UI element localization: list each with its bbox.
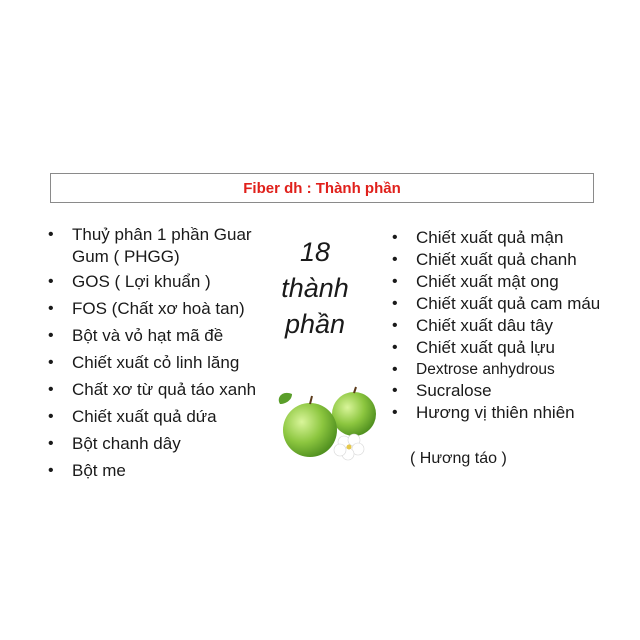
list-item: • Chiết xuất quả dứa [48,406,278,428]
green-apples-image [272,384,382,464]
list-item: • Chiết xuất mật ong [392,271,612,293]
list-item: • Sucralose [392,380,612,402]
list-item: • Bột và vỏ hạt mã đề [48,325,278,347]
ingredient-count [272,234,358,342]
title-box [50,173,594,203]
list-item: • Bột me [48,460,278,482]
list-item: • Chiết xuất cỏ linh lăng [48,352,278,374]
list-item: • Chiết xuất dâu tây [392,315,612,337]
list-item: • Hương vị thiên nhiên [392,402,612,424]
list-item: • Dextrose anhydrous [392,359,612,380]
list-item: • Chiết xuất quả mận [392,227,612,249]
left-ingredient-list [48,224,278,487]
list-item: • Chiết xuất quả lựu [392,337,612,359]
list-item: • Chiết xuất quả cam máu [392,293,612,315]
list-item: • GOS ( Lợi khuẩn ) [48,271,278,293]
page-title: Fiber dh : Thành phần [243,179,401,197]
list-item: • FOS (Chất xơ hoà tan) [48,298,278,320]
flavor-note: ( Hương táo ) [410,450,507,467]
count-number: 18 [299,237,331,267]
count-word-1: thành [281,273,349,303]
count-word-2: phần [284,309,346,339]
list-item: • Thuỷ phân 1 phần Guar Gum ( PHGG) [48,224,278,268]
list-item: • Chất xơ từ quả táo xanh [48,379,278,401]
list-item: • Bột chanh dây [48,433,278,455]
list-item: • Chiết xuất quả chanh [392,249,612,271]
right-ingredient-list [392,227,612,424]
